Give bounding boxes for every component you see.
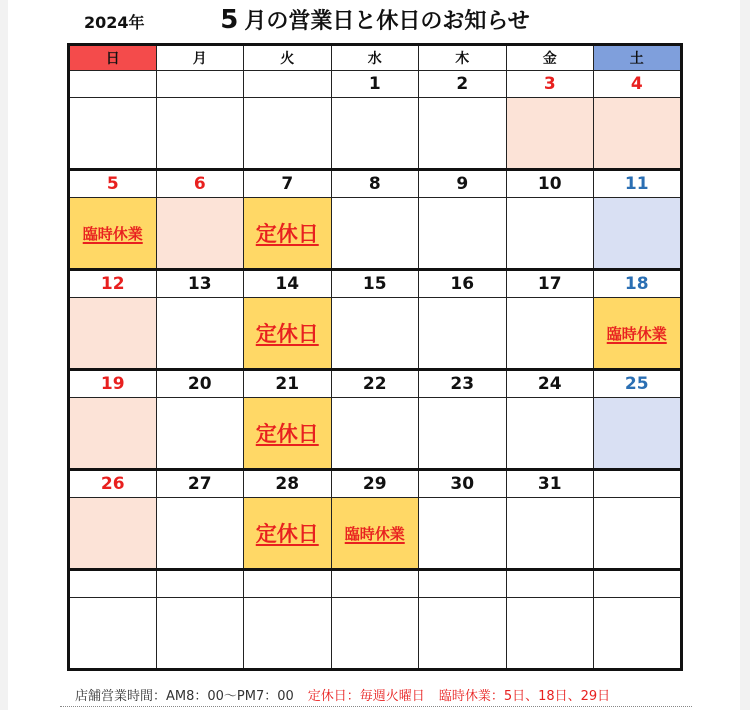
- day-number: 30: [450, 474, 475, 494]
- title-text: 月の営業日と休日のお知らせ: [244, 9, 530, 34]
- day-content-cell: [419, 198, 507, 270]
- day-number-cell: [419, 470, 507, 498]
- day-content-cell: [244, 398, 332, 470]
- day-content-cell: [331, 198, 419, 270]
- day-number: 11: [624, 174, 649, 194]
- day-content-cell: [244, 98, 332, 170]
- day-number: 28: [275, 474, 300, 494]
- weekday-header-cell: 木: [419, 45, 507, 71]
- day-number: 23: [450, 374, 475, 394]
- day-number-cell: [69, 370, 157, 398]
- day-number: 25: [624, 374, 649, 394]
- day-number: 1: [368, 74, 381, 94]
- day-number: 10: [537, 174, 562, 194]
- day-number: 31: [537, 474, 562, 494]
- day-content-cell: [419, 398, 507, 470]
- day-number: 19: [100, 374, 125, 394]
- day-number-cell: [594, 170, 682, 198]
- day-number-cell: [331, 270, 419, 298]
- temporary-closure-label: 臨時休業: [606, 324, 667, 343]
- day-number: 2: [456, 74, 469, 94]
- day-content-cell: [506, 598, 594, 670]
- day-content-cell: [156, 598, 244, 670]
- day-number-cell: [331, 170, 419, 198]
- day-number: 15: [362, 274, 387, 294]
- day-number-cell: [156, 71, 244, 98]
- day-number-cell: [506, 570, 594, 598]
- weekday-header-cell: 金: [506, 45, 594, 71]
- footer-divider: [60, 706, 692, 707]
- day-number: 3: [543, 74, 556, 94]
- day-number: 16: [450, 274, 475, 294]
- day-content-cell: [156, 298, 244, 370]
- day-number-cell: [331, 71, 419, 98]
- day-number-cell: [156, 170, 244, 198]
- week-date-row: [69, 270, 682, 298]
- calendar-table: [67, 43, 683, 671]
- day-number-cell: [594, 71, 682, 98]
- day-number-cell: [244, 71, 332, 98]
- day-number-cell: [244, 270, 332, 298]
- week-body-row: [69, 198, 682, 270]
- day-content-cell: [69, 98, 157, 170]
- day-number: 21: [275, 374, 300, 394]
- day-number-cell: [156, 270, 244, 298]
- day-number-cell: [156, 570, 244, 598]
- day-number: 9: [456, 174, 469, 194]
- regular-holiday-label: 定休日: [255, 322, 319, 346]
- day-number-cell: [244, 170, 332, 198]
- temporary-closure-label: 臨時休業: [344, 524, 405, 543]
- week-body-row: [69, 598, 682, 670]
- day-content-cell: [594, 298, 682, 370]
- day-content-cell: [69, 198, 157, 270]
- week-body-row: [69, 398, 682, 470]
- day-content-cell: [244, 498, 332, 570]
- day-number-cell: [506, 370, 594, 398]
- regular-holiday-label: 定休日: [255, 222, 319, 246]
- day-number-cell: [419, 370, 507, 398]
- day-content-cell: [244, 198, 332, 270]
- day-content-cell: [156, 398, 244, 470]
- day-number-cell: [244, 570, 332, 598]
- day-number-cell: [506, 270, 594, 298]
- day-content-cell: [594, 98, 682, 170]
- regular-holiday-text: 定休日：毎週火曜日: [307, 689, 425, 704]
- day-content-cell: [331, 298, 419, 370]
- day-number: 14: [275, 274, 300, 294]
- day-number: 18: [624, 274, 649, 294]
- footer-note: [75, 685, 610, 704]
- day-content-cell: [594, 398, 682, 470]
- week-date-row: [69, 71, 682, 98]
- day-number-cell: [419, 71, 507, 98]
- day-number: 5: [106, 174, 119, 194]
- week-date-row: [69, 470, 682, 498]
- day-number-cell: [156, 470, 244, 498]
- day-number: 22: [362, 374, 387, 394]
- day-content-cell: [156, 98, 244, 170]
- day-number-cell: [506, 170, 594, 198]
- day-content-cell: [244, 298, 332, 370]
- regular-holiday-label: 定休日: [255, 522, 319, 546]
- title-month-number: 5: [220, 5, 239, 35]
- page-edge-left: [0, 0, 8, 710]
- day-content-cell: [419, 598, 507, 670]
- day-content-cell: [594, 198, 682, 270]
- day-content-cell: [506, 198, 594, 270]
- day-content-cell: [331, 498, 419, 570]
- day-content-cell: [69, 298, 157, 370]
- day-number-cell: [69, 570, 157, 598]
- day-number-cell: [419, 570, 507, 598]
- day-number: 24: [537, 374, 562, 394]
- day-content-cell: [506, 498, 594, 570]
- weekday-header-row: [69, 45, 682, 71]
- day-content-cell: [156, 498, 244, 570]
- page-title: [0, 4, 750, 35]
- day-number: 4: [630, 74, 643, 94]
- week-date-row: [69, 370, 682, 398]
- day-number: 29: [362, 474, 387, 494]
- day-content-cell: [331, 98, 419, 170]
- regular-holiday-label: 定休日: [255, 422, 319, 446]
- week-date-row: [69, 170, 682, 198]
- day-number: 13: [187, 274, 212, 294]
- day-number-cell: [69, 470, 157, 498]
- day-number-cell: [69, 71, 157, 98]
- weekday-header-cell: 土: [594, 45, 682, 71]
- day-number-cell: [594, 270, 682, 298]
- day-number: 27: [187, 474, 212, 494]
- temporary-closure-label: 臨時休業: [82, 224, 143, 243]
- day-content-cell: [419, 498, 507, 570]
- day-number: 17: [537, 274, 562, 294]
- day-content-cell: [506, 98, 594, 170]
- day-number-cell: [331, 570, 419, 598]
- day-number-cell: [331, 370, 419, 398]
- day-content-cell: [331, 598, 419, 670]
- weekday-header-cell: 月: [156, 45, 244, 71]
- day-number: 8: [368, 174, 381, 194]
- day-number-cell: [506, 71, 594, 98]
- day-content-cell: [331, 398, 419, 470]
- day-number-cell: [244, 470, 332, 498]
- day-number-cell: [594, 570, 682, 598]
- day-content-cell: [156, 198, 244, 270]
- day-number: 26: [100, 474, 125, 494]
- day-number-cell: [69, 170, 157, 198]
- week-body-row: [69, 498, 682, 570]
- day-content-cell: [594, 598, 682, 670]
- day-number-cell: [331, 470, 419, 498]
- page-edge-right: [740, 0, 750, 710]
- day-number-cell: [419, 170, 507, 198]
- week-date-row: [69, 570, 682, 598]
- temporary-closure-text: 臨時休業：5日、18日、29日: [438, 689, 611, 704]
- day-content-cell: [419, 98, 507, 170]
- week-body-row: [69, 98, 682, 170]
- day-number-cell: [594, 370, 682, 398]
- day-number-cell: [594, 470, 682, 498]
- day-content-cell: [69, 498, 157, 570]
- week-body-row: [69, 298, 682, 370]
- weekday-header-cell: 水: [331, 45, 419, 71]
- day-content-cell: [594, 498, 682, 570]
- day-number: 6: [193, 174, 206, 194]
- day-content-cell: [506, 398, 594, 470]
- day-content-cell: [69, 598, 157, 670]
- day-content-cell: [506, 298, 594, 370]
- weekday-header-cell: 日: [69, 45, 157, 71]
- day-content-cell: [419, 298, 507, 370]
- store-hours-text: 店舗営業時間：AM8：00〜PM7：00: [75, 689, 294, 704]
- day-number: 20: [187, 374, 212, 394]
- day-content-cell: [244, 598, 332, 670]
- weekday-header-cell: 火: [244, 45, 332, 71]
- year-label: 2024年: [84, 13, 145, 32]
- day-number: 12: [100, 274, 125, 294]
- day-number-cell: [244, 370, 332, 398]
- day-number-cell: [506, 470, 594, 498]
- day-number: 7: [281, 174, 294, 194]
- day-number-cell: [69, 270, 157, 298]
- day-content-cell: [69, 398, 157, 470]
- day-number-cell: [156, 370, 244, 398]
- day-number-cell: [419, 270, 507, 298]
